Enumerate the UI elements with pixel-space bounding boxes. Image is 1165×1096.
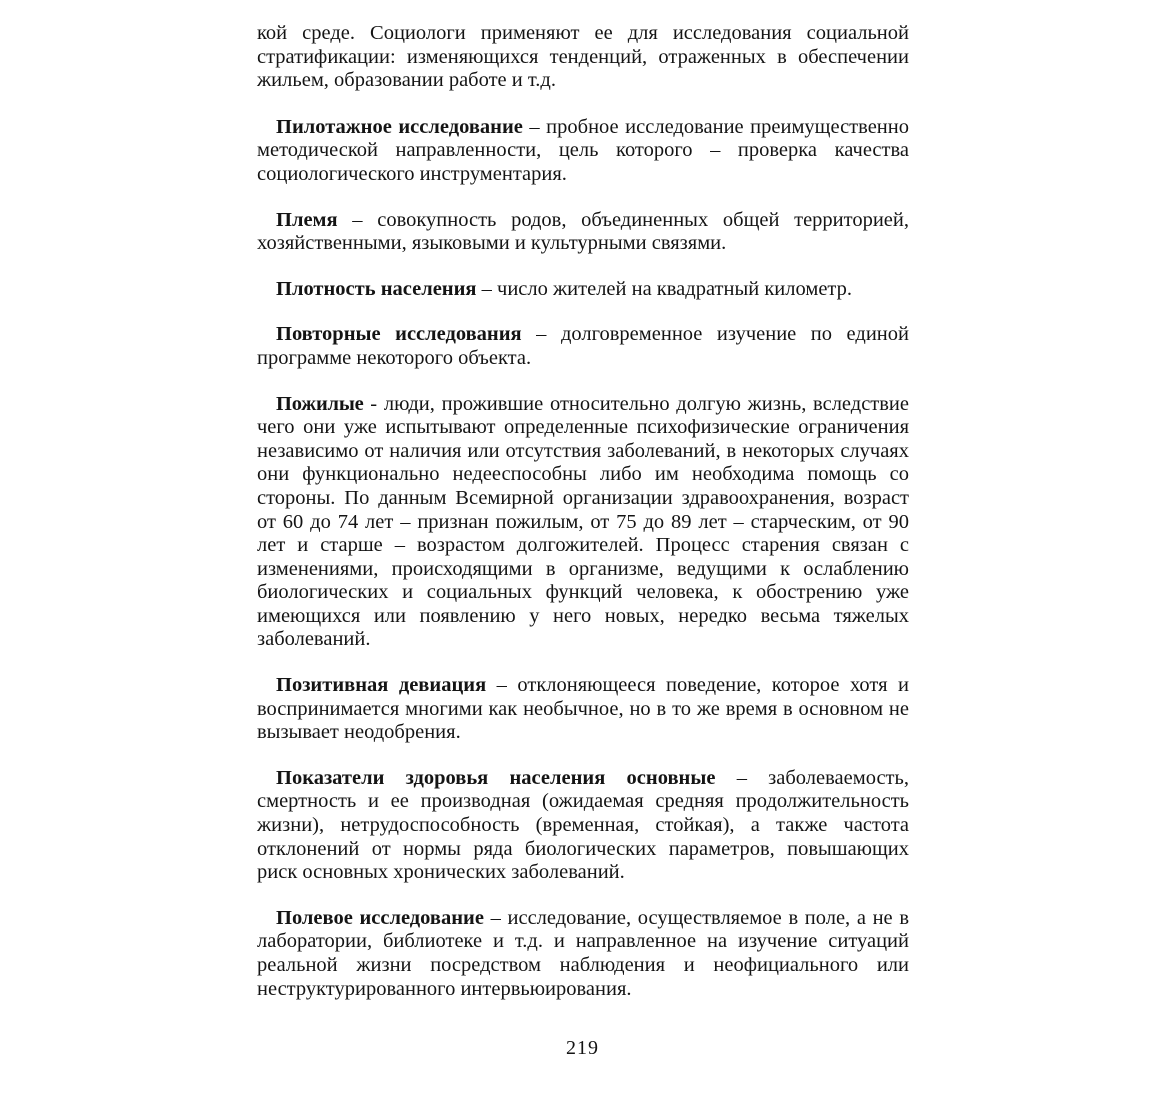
entry-term: Пожилые bbox=[276, 392, 364, 415]
entry-definition: – совокупность родов, объединенных общей территорией, хозяйственными, языковыми и культурными связями. bbox=[257, 208, 909, 255]
entry-definition: – пробное исследование преимущественно методической направленности, цель которого – проверка качества социологического инструментария. bbox=[257, 115, 909, 185]
text-column bbox=[257, 22, 909, 1023]
glossary-entry-elderly bbox=[257, 393, 909, 653]
glossary-entry-pilot-study bbox=[257, 116, 909, 187]
page-number: 219 bbox=[566, 1037, 599, 1059]
entry-term: Повторные исследования bbox=[276, 323, 522, 346]
continuation-text: кой среде. Социологи применяют ее для исследования социальной стратификации: изменяющихся тенденций, отраженных в обеспечении жильем, образовании работе и т.д. bbox=[257, 22, 909, 92]
continuation-paragraph bbox=[257, 22, 909, 93]
glossary-entry-population-density bbox=[257, 278, 909, 302]
entry-definition: - люди, прожившие относительно долгую жизнь, вследствие чего они уже испытывают определенные психофизические ограничения независимо от наличия или отсутствия заболеваний, в некоторых случаях они функционально недееспособны либо им необходима помощь со стороны. По данным Всемирной организации здравоохранения, возраст от 60 до 74 лет – признан пожилым, от 75 до 89 лет – старческим, от 90 лет и старше – возрастом долгожителей. Процесс старения связан с изменениями, происходящими в организме, ведущими к ослаблению биологических и социальных функций человека, к обострению уже имеющихся или появлению у него новых, нередко весьма тяжелых заболеваний. bbox=[257, 392, 909, 651]
entry-definition: – исследование, осуществляемое в поле, а не в лаборатории, библиотеке и т.д. и направленное на изучение ситуаций реальной жизни посредством наблюдения и неофициального или неструктурированного интервьюирования. bbox=[257, 906, 909, 1000]
entry-definition: – отклоняющееся поведение, которое хотя и воспринимается многими как необычное, но в то же время в основном не вызывает неодобрения. bbox=[257, 674, 909, 744]
entry-term: Показатели здоровья населения основные bbox=[276, 766, 716, 789]
glossary-entry-repeated-studies bbox=[257, 323, 909, 370]
glossary-entry-health-indicators bbox=[257, 767, 909, 885]
entry-term: Плотность населения bbox=[276, 277, 477, 300]
glossary-entry-positive-deviation bbox=[257, 674, 909, 745]
entry-term: Племя bbox=[276, 208, 338, 231]
entry-term: Пилотажное исследование bbox=[276, 115, 523, 138]
entry-definition: – число жителей на квадратный километр. bbox=[476, 277, 853, 300]
glossary-entry-tribe bbox=[257, 209, 909, 256]
glossary-entry-field-study bbox=[257, 907, 909, 1001]
entry-definition: – заболеваемость, смертность и ее производная (ожидаемая средняя продолжительность жизни), нетрудоспособность (временная, стойкая), а также частота отклонений от нормы ряда биологических параметров, повышающих риск основных хронических заболеваний. bbox=[257, 766, 909, 884]
entry-term: Полевое исследование bbox=[276, 906, 484, 929]
entry-definition: – долговременное изучение по единой программе некоторого объекта. bbox=[257, 323, 909, 369]
entry-term: Позитивная девиация bbox=[276, 674, 487, 697]
